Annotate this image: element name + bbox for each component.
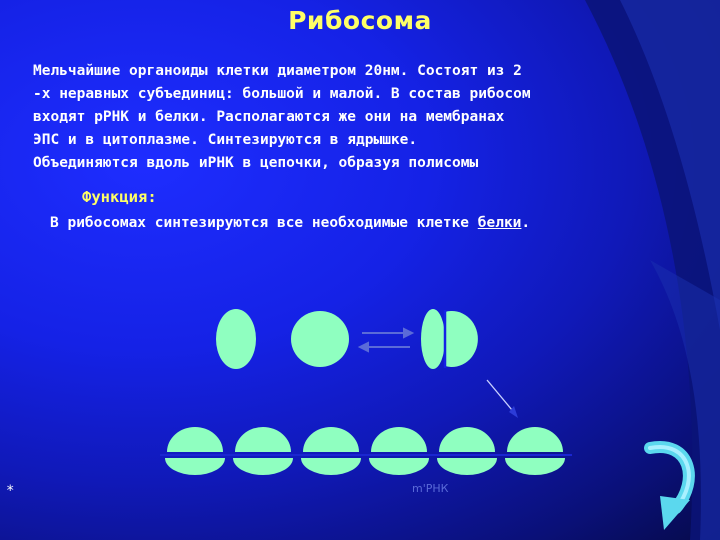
paragraph-line: ЭПС и в цитоплазме. Синтезируются в ядрышке. bbox=[33, 132, 418, 148]
polysome-ribosome bbox=[165, 427, 225, 475]
mrna-label: m'РНК bbox=[412, 482, 449, 495]
polysome bbox=[160, 427, 572, 475]
function-text-end: . bbox=[521, 215, 531, 231]
polysome-ribosome bbox=[505, 427, 565, 475]
function-heading: Функция: bbox=[82, 188, 157, 206]
small-subunit bbox=[216, 309, 256, 369]
swap-arrows-icon bbox=[360, 329, 412, 351]
curved-return-arrow-icon[interactable] bbox=[650, 447, 690, 530]
paragraph-line: -х неравных субъединиц: большой и малой. В состав рибосом bbox=[33, 86, 531, 102]
polysome-ribosome bbox=[437, 427, 497, 475]
polysome-ribosome bbox=[301, 427, 361, 475]
polysome-ribosome bbox=[369, 427, 429, 475]
large-subunit bbox=[291, 311, 349, 367]
function-text-start: В рибосомах синтезируются все необходимые клетке bbox=[50, 215, 478, 231]
page-title: Рибосома bbox=[288, 6, 432, 35]
paragraph-line: Мельчайшие органоиды клетки диаметром 20нм. Состоят из 2 bbox=[33, 63, 522, 79]
diagonal-arrow-icon bbox=[487, 380, 518, 418]
polysome-ribosome bbox=[233, 427, 293, 475]
assembled-ribosome bbox=[421, 309, 478, 369]
paragraph-line: Объединяются вдоль иРНК в цепочки, образуя полисомы bbox=[33, 155, 479, 171]
footer-mark: * bbox=[6, 483, 15, 499]
proteins-link[interactable]: белки bbox=[477, 215, 522, 231]
paragraph-line: входят рРНК и белки. Располагаются же они на мембранах bbox=[33, 109, 505, 125]
